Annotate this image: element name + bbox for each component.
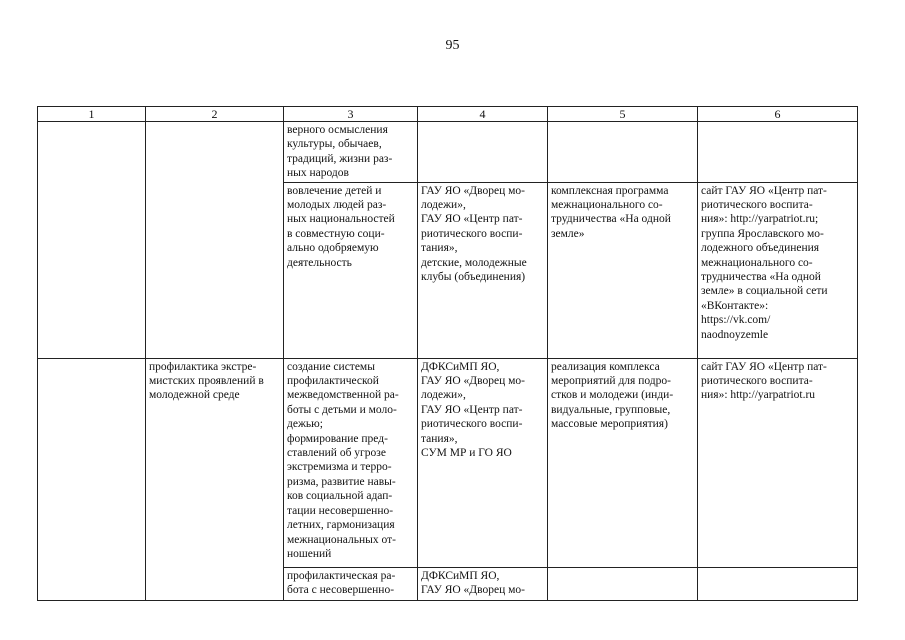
row-cell-col-4: ГАУ ЯО «Дворец мо- лодежи», ГАУ ЯО «Центр пат- риотического воспи- тания», детские, молодежные клубы (объединения) — [418, 182, 548, 358]
row-cell-col-3: вовлечение детей и молодых людей раз- ных национальностей в совместную соци- ально одобряемую деятельность — [284, 182, 418, 358]
header-col-6: 6 — [698, 107, 858, 122]
row-cell-col-6 — [698, 122, 858, 183]
row-cell-col-3: профилактическая ра- бота с несовершенно- — [284, 567, 418, 600]
row-cell-col-5 — [548, 122, 698, 183]
row-cell-col-4: ДФКСиМП ЯО, ГАУ ЯО «Дворец мо- — [418, 567, 548, 600]
row-cell-col-1 — [38, 358, 146, 600]
header-col-5: 5 — [548, 107, 698, 122]
row-cell-col-5: комплексная программа межнационального со- трудничества «На одной земле» — [548, 182, 698, 358]
programs-table — [37, 106, 858, 601]
row-cell-col-2 — [146, 122, 284, 359]
page-number: 95 — [445, 38, 460, 53]
row-cell-col-2: профилактика экстре- мистских проявлений в молодежной среде — [146, 358, 284, 600]
row-cell-col-4 — [418, 122, 548, 183]
row-cell-col-6: сайт ГАУ ЯО «Центр пат- риотического воспита- ния»: http://yarpatriot.ru — [698, 358, 858, 567]
header-col-3: 3 — [284, 107, 418, 122]
row-cell-col-6 — [698, 567, 858, 600]
header-col-1: 1 — [38, 107, 146, 122]
row-cell-col-1 — [38, 122, 146, 359]
row-cell-col-3: создание системы профилактической межведомственной ра- боты с детьми и моло- дежью; формирование пред- ставлений об угрозе экстремизма и терро- ризма, развитие навы- ков социальной адап- тации несовершенно- летних, гармонизация межнациональных от- ношений — [284, 358, 418, 567]
row-cell-col-5 — [548, 567, 698, 600]
row-cell-col-4: ДФКСиМП ЯО, ГАУ ЯО «Дворец мо- лодежи», ГАУ ЯО «Центр пат- риотического воспи- тания», СУМ МР и ГО ЯО — [418, 358, 548, 567]
header-col-4: 4 — [418, 107, 548, 122]
row-cell-col-5: реализация комплекса мероприятий для подро- стков и молодежи (инди- видуальные, групповые, массовые мероприятия) — [548, 358, 698, 567]
header-col-2: 2 — [146, 107, 284, 122]
table-row — [38, 122, 858, 183]
row-cell-col-6: сайт ГАУ ЯО «Центр пат- риотического воспита- ния»: http://yarpatriot.ru; группа Ярославского мо- лодежного объединения межнационального со- трудничества «На одной земле» в социальной сети «ВКонтакте»: https://vk.com/ naodnoyzemle — [698, 182, 858, 358]
row-cell-col-3: верного осмысления культуры, обычаев, традиций, жизни раз- ных народов — [284, 122, 418, 183]
table-row — [38, 358, 858, 567]
table-header-row — [38, 107, 858, 122]
